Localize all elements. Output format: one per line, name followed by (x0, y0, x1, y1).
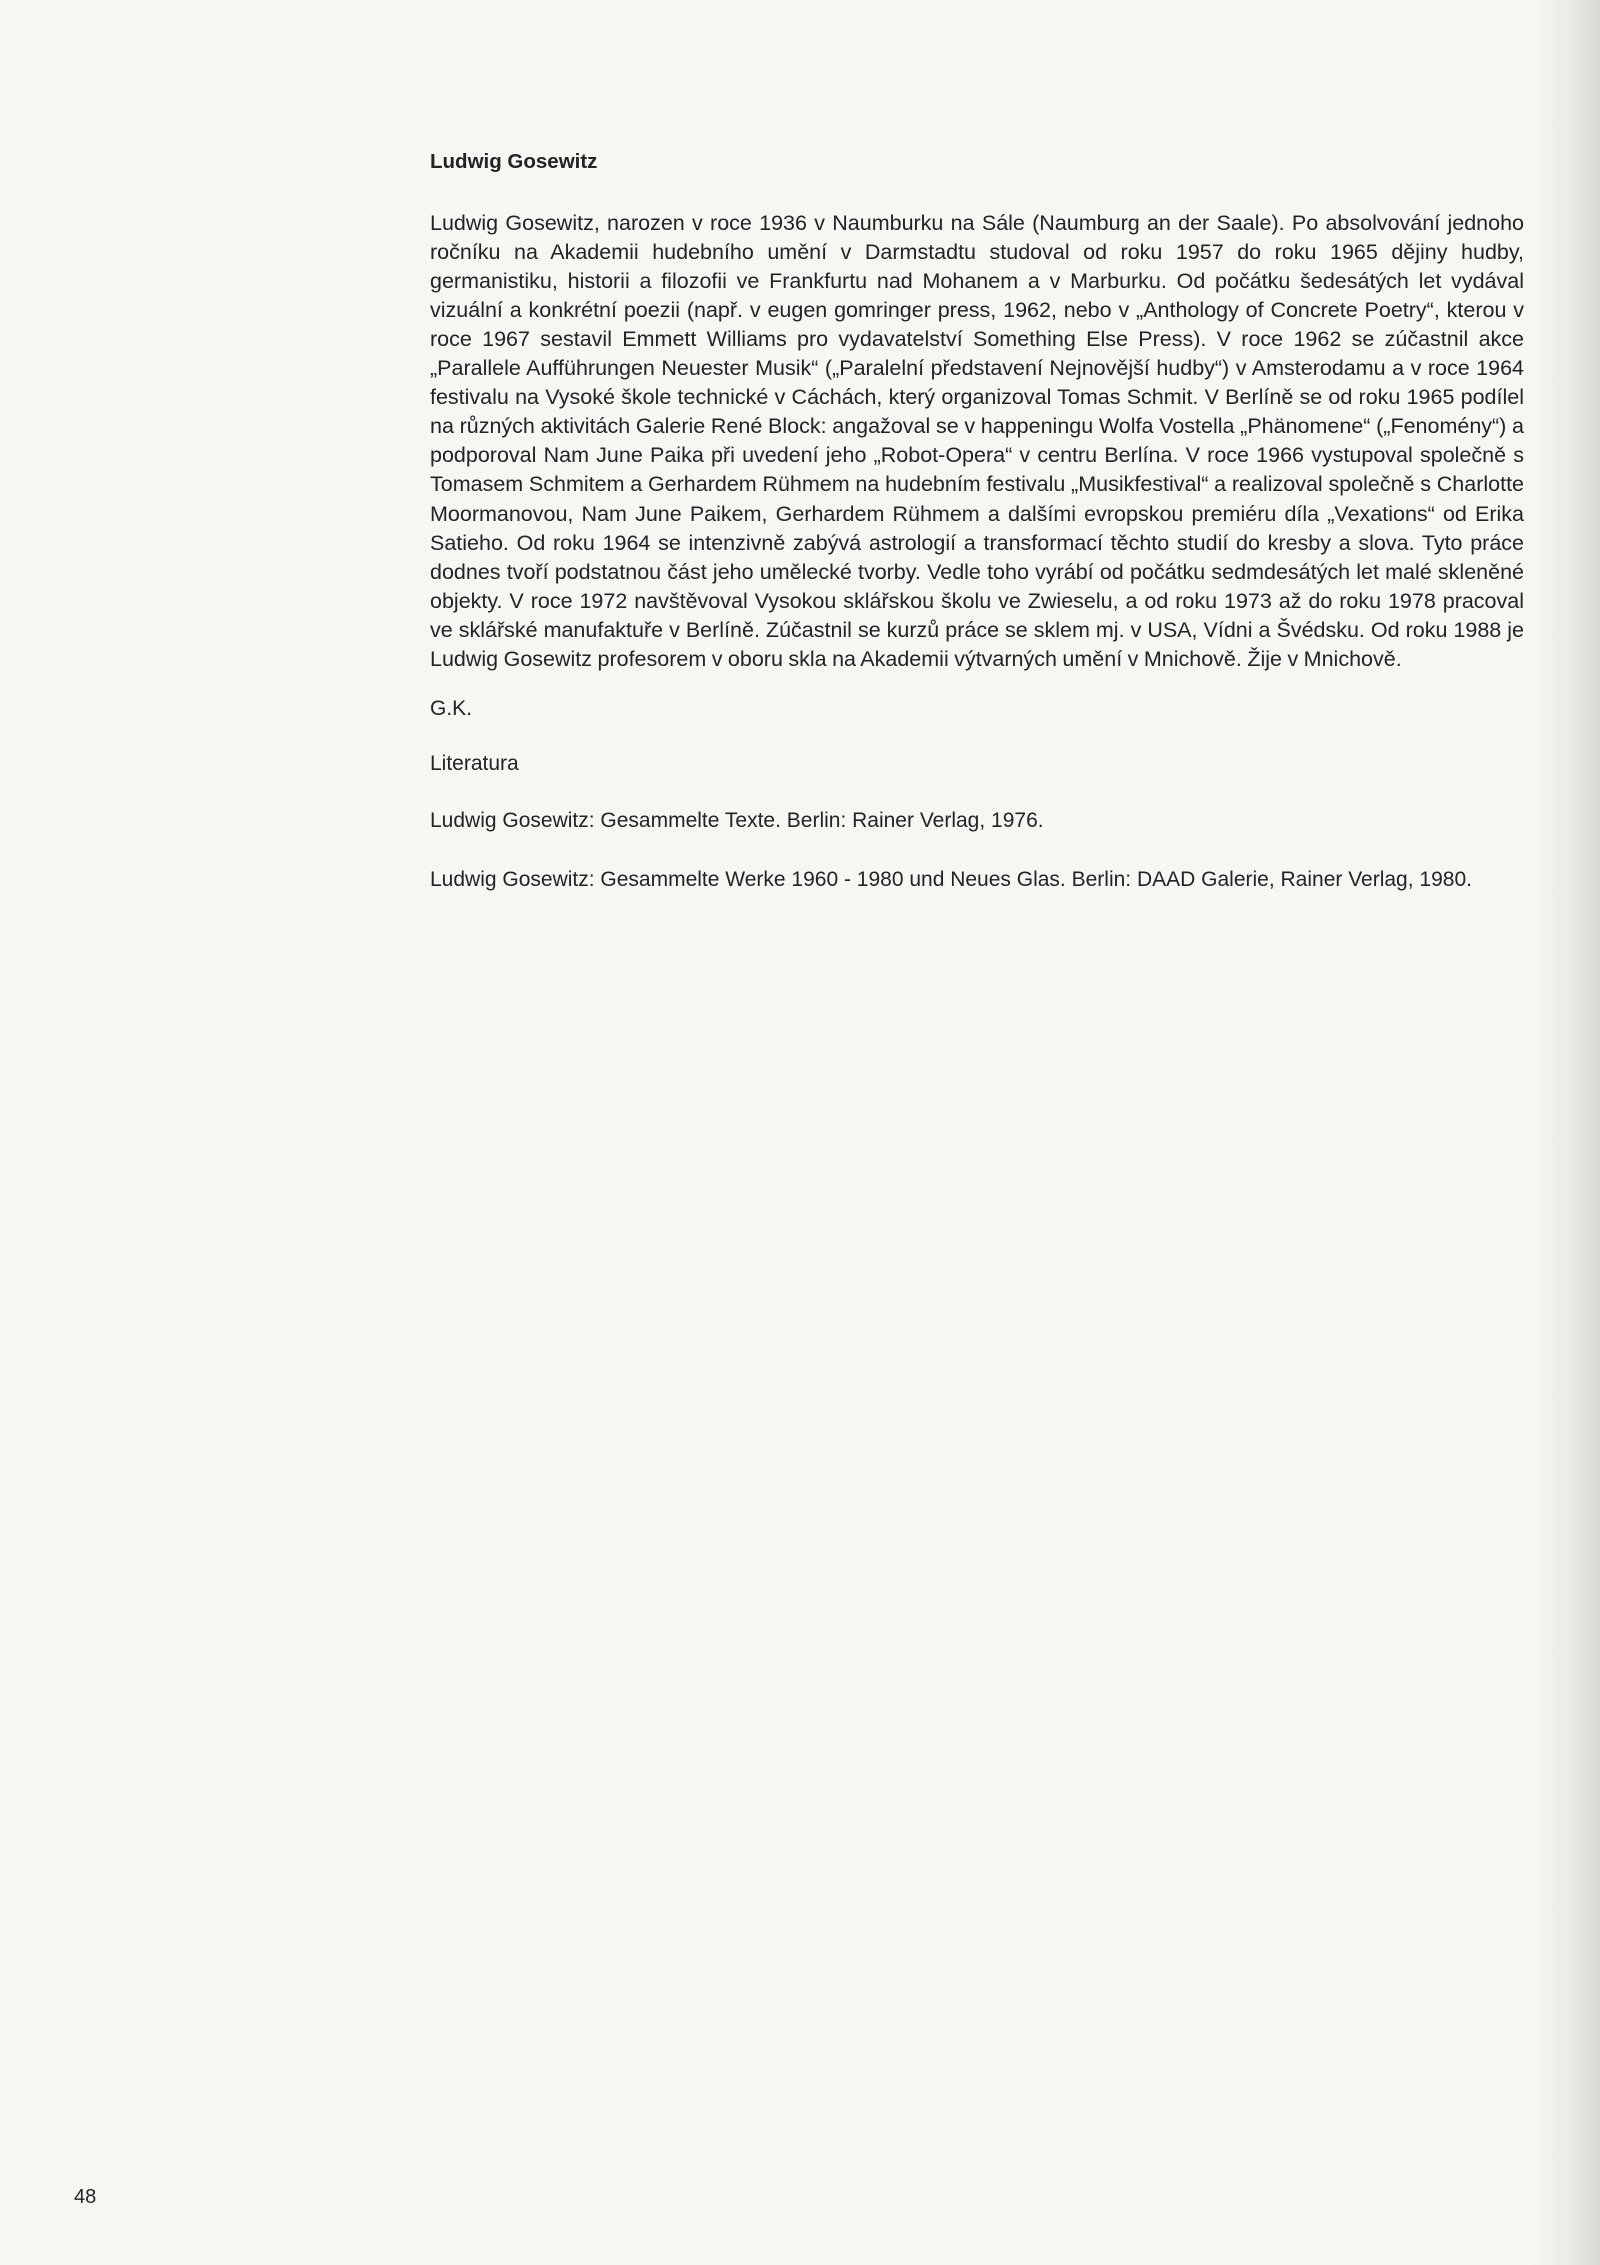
article-body: Ludwig Gosewitz, narozen v roce 1936 v Naumburku na Sále (Naumburg an der Saale). Po absolvování jednoho ročníku na Akademii hudebního umění v Darmstadtu studoval od roku 1957 do roku 1965 dějiny hudby, germanistiku, historii a filozofii ve Frankfurtu nad Mohanem a v Marburku. Od počátku šedesátých let vydával vizuální a konkrétní poezii (např. v eugen gomringer press, 1962, nebo v „Anthology of Concrete Poetry“, kterou v roce 1967 sestavil Emmett Williams pro vydavatelství Something Else Press). V roce 1962 se zúčastnil akce „Parallele Aufführungen Neuester Musik“ („Paralelní představení Nejnovější hudby“) v Amsterodamu a v roce 1964 festivalu na Vysoké škole technické v Cáchách, který organizoval Tomas Schmit. V Berlíně se od roku 1965 podílel na různých aktivitách Galerie René Block: angažoval se v happeningu Wolfa Vostella „Phänomene“ („Fenomény“) a podporoval Nam June Paika při uvedení jeho „Robot-Opera“ v centru Berlína. V roce 1966 vystupoval společně s Tomasem Schmitem a Gerhardem Rühmem na hudebním festivalu „Musikfestival“ a realizoval společně s Charlotte Moormanovou, Nam June Paikem, Gerhardem Rühmem a dalšími evropskou premiéru díla „Vexations“ od Erika Satieho. Od roku 1964 se intenzivně zabývá astrologií a transformací těchto studií do kresby a slova. Tyto práce dodnes tvoří podstatnou část jeho umělecké tvorby. Vedle toho vyrábí od počátku sedmdesátých let malé skleněné objekty. V roce 1972 navštěvoval Vysokou sklářskou školu ve Zwieselu, a od roku 1973 až do roku 1978 pracoval ve sklářské manufaktuře v Berlíně. Zúčastnil se kurzů práce se sklem mj. v USA, Vídni a Švédsku. Od roku 1988 je Ludwig Gosewitz profesorem v oboru skla na Akademii výtvarných umění v Mnichově. Žije v Mnichově. (430, 210, 1524, 671)
literature-item: Ludwig Gosewitz: Gesammelte Texte. Berlin: Rainer Verlag, 1976. (430, 809, 1044, 833)
literature-list (430, 806, 1524, 894)
article (430, 150, 1524, 924)
article-title: Ludwig Gosewitz (430, 150, 598, 173)
page-number: 48 (74, 2186, 97, 2208)
page-edge-shadow (1530, 0, 1600, 2265)
literature-item: Ludwig Gosewitz: Gesammelte Werke 1960 - 1980 und Neues Glas. Berlin: DAAD Galerie, Rainer Verlag, 1980. (430, 868, 1472, 892)
literature-heading: Literatura (430, 752, 519, 776)
author-initials: G.K. (430, 697, 473, 721)
